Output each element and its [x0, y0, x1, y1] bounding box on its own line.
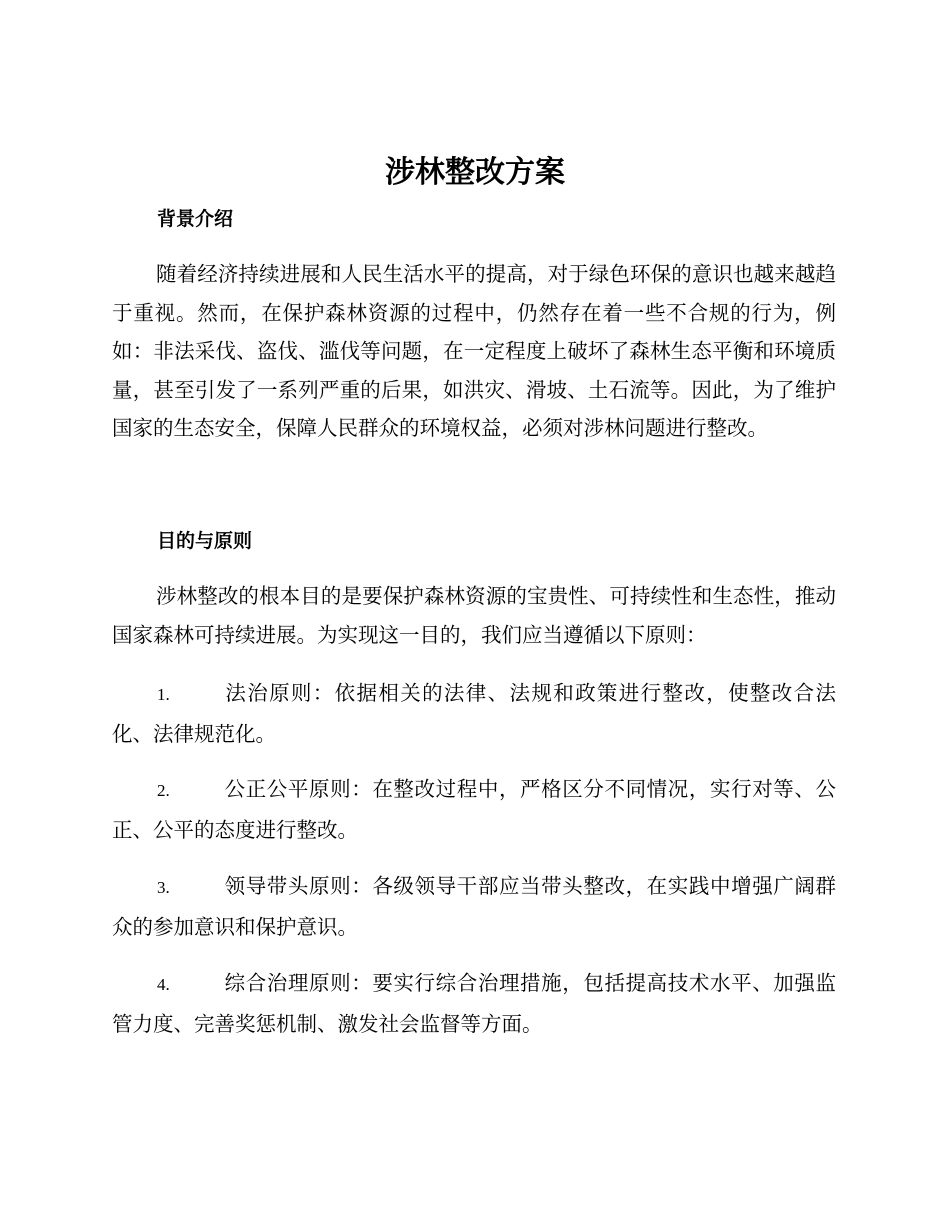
document-title: 涉林整改方案: [385, 155, 565, 190]
purpose-paragraph: 涉林整改的根本目的是要保护森林资源的宝贵性、可持续性和生态性，推动国家森林可持续进展。为实现这一目的，我们应当遵循以下原则：: [112, 584, 836, 647]
principle-item: [112, 674, 836, 753]
principle-item: [112, 867, 836, 946]
principle-item: [112, 770, 836, 849]
principle-text: 法治原则：依据相关的法律、法规和政策进行整改，使整改合法化、法律规范化。: [112, 681, 836, 746]
principle-number: 4.: [157, 975, 170, 994]
principle-number: 3.: [157, 878, 170, 897]
principle-item: [112, 964, 836, 1043]
principle-text: 综合治理原则：要实行综合治理措施，包括提高技术水平、加强监管力度、完善奖惩机制、激发社会监督等方面。: [112, 971, 836, 1036]
principle-number: 1.: [157, 685, 170, 704]
background-paragraph: 随着经济持续进展和人民生活水平的提高，对于绿色环保的意识也越来越趋于重视。然而，在保护森林资源的过程中，仍然存在着一些不合规的行为，例如：非法采伐、盗伐、滥伐等问题，在一定程度上破坏了森林生态平衡和环境质量，甚至引发了一系列严重的后果，如洪灾、滑坡、土石流等。因此，为了维护国家的生态安全，保障人民群众的环境权益，必须对涉林问题进行整改。: [112, 262, 836, 440]
principle-text: 领导带头原则：各级领导干部应当带头整改，在实践中增强广阔群众的参加意识和保护意识。: [112, 874, 836, 939]
section-heading-background: 背景介绍: [157, 208, 234, 230]
principle-number: 2.: [157, 781, 170, 800]
section-heading-purpose: 目的与原则: [157, 530, 253, 552]
principle-text: 公正公平原则：在整改过程中，严格区分不同情况，实行对等、公正、公平的态度进行整改。: [112, 777, 836, 842]
